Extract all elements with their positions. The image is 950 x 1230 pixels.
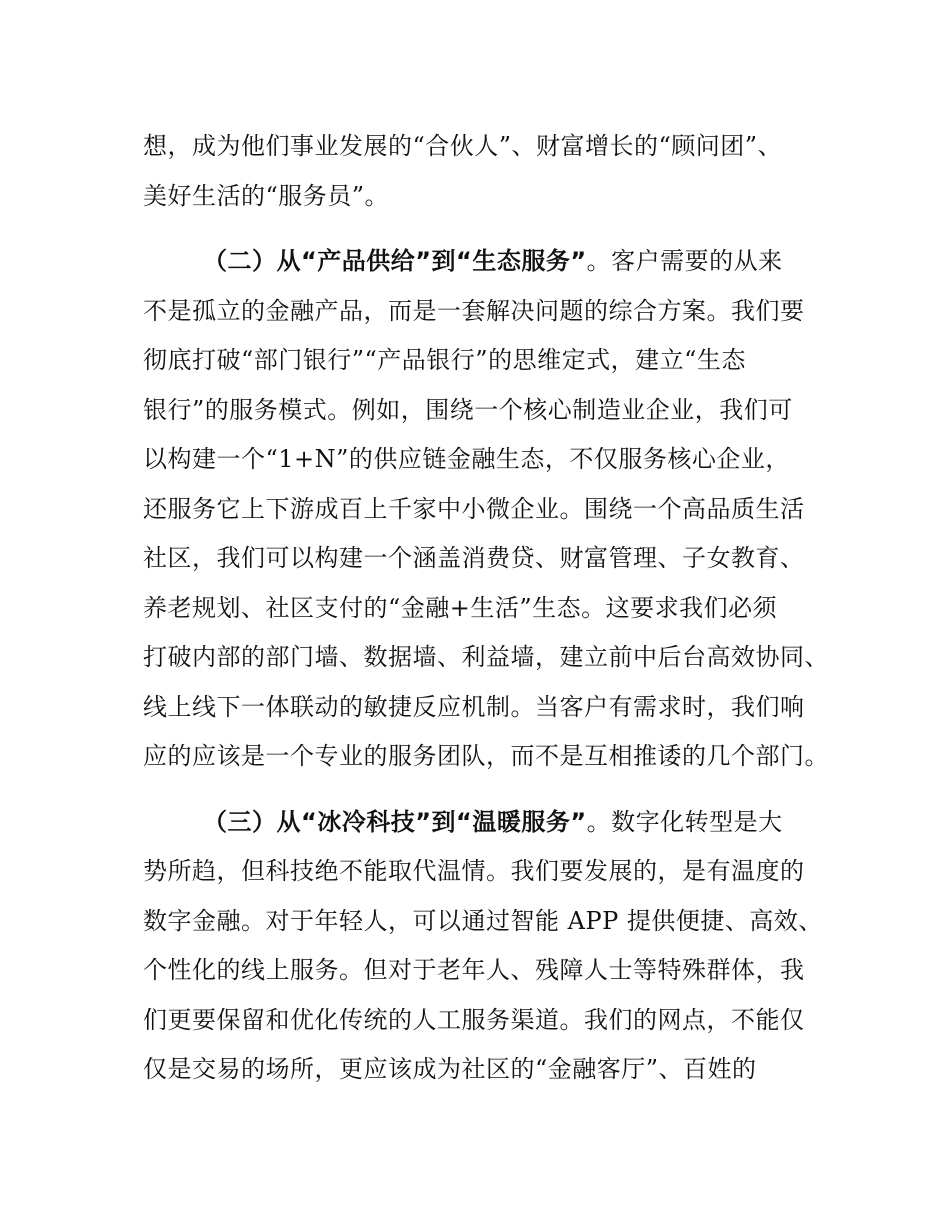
paragraph-ecosystem-service xyxy=(143,237,843,782)
text-line: 个性化的线上服务。但对于老年人、残障人士等特殊群体，我 xyxy=(143,956,805,984)
text-line: 线上线下一体联动的敏捷反应机制。当客户有需求时，我们响 xyxy=(143,692,805,721)
paragraph-continuation xyxy=(143,122,843,221)
section-heading-2: （二）从“产品供给”到“生态服务” xyxy=(203,247,587,275)
document-body xyxy=(143,122,843,1095)
text-line: 不是孤立的金融产品，而是一套解决问题的综合方案。我们要 xyxy=(143,296,805,325)
text-line: 想，成为他们事业发展的“合伙人”、财富增长的“顾问团”、 xyxy=(143,132,783,160)
text-line: 彻底打破“部门银行”“产品银行”的思维定式，建立“生态 xyxy=(143,346,746,374)
text-line: 银行”的服务模式。例如，围绕一个核心制造业企业，我们可 xyxy=(143,395,793,424)
text-line: 养老规划、社区支付的“金融+生活”生态。这要求我们必须 xyxy=(143,593,778,622)
text-line: 美好生活的“服务员”。 xyxy=(143,181,390,210)
text-line: 仅是交易的场所，更应该成为社区的“金融客厅”、百姓的 xyxy=(143,1055,757,1083)
text-line: 社区，我们可以构建一个涵盖消费贷、财富管理、子女教育、 xyxy=(143,544,805,572)
text-line: 数字金融。对于年轻人，可以通过智能 APP 提供便捷、高效、 xyxy=(143,906,823,935)
text-span: 。数字化转型是大 xyxy=(586,807,783,836)
text-line: 们更要保留和优化传统的人工服务渠道。我们的网点，不能仅 xyxy=(143,1005,805,1034)
text-line: 还服务它上下游成百上千家中小微企业。围绕一个高品质生活 xyxy=(143,494,805,523)
paragraph-first-line xyxy=(143,798,843,848)
text-line: 以构建一个“1+N”的供应链金融生态，不仅服务核心企业， xyxy=(143,445,790,473)
paragraph-warm-service xyxy=(143,798,843,1095)
section-heading-3: （三）从“冰冷科技”到“温暖服务” xyxy=(203,807,587,836)
text-line: 势所趋，但科技绝不能取代温情。我们要发展的，是有温度的 xyxy=(143,857,805,885)
paragraph-first-line xyxy=(143,237,843,287)
text-line: 打破内部的部门墙、数据墙、利益墙，建立前中后台高效协同、 xyxy=(143,643,829,671)
text-line: 应的应该是一个专业的服务团队，而不是互相推诿的几个部门。 xyxy=(143,742,829,770)
text-span: 。客户需要的从来 xyxy=(586,247,783,275)
